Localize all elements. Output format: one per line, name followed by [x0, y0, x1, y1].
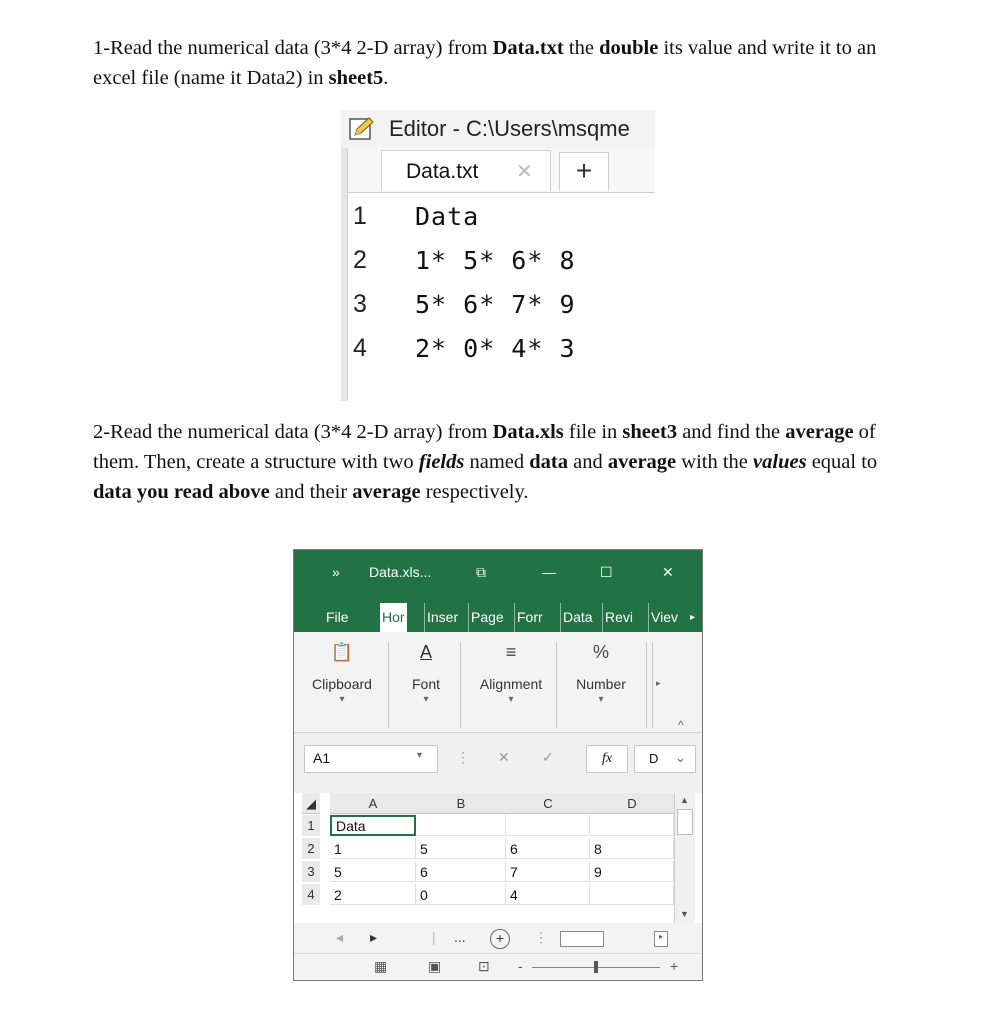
text-segment: of them. Then, create a structure with two — [93, 421, 876, 473]
text-segment: 1-Read the numerical data (3*4 2-D array) from — [93, 37, 493, 59]
scroll-right-icon[interactable]: ▸ — [654, 931, 668, 947]
align-icon: ≡ — [505, 642, 517, 662]
next-sheet-icon[interactable]: ▸ — [370, 929, 378, 945]
cancel-icon[interactable]: ✕ — [498, 749, 510, 765]
close-icon[interactable]: ✕ — [662, 564, 674, 580]
editor-screenshot — [341, 110, 655, 401]
editor-titlebar — [341, 110, 655, 149]
column-header[interactable]: D — [590, 793, 674, 814]
divider — [556, 642, 557, 728]
excel-screenshot — [293, 549, 703, 981]
code-line — [341, 284, 655, 326]
text-segment: respectively. — [420, 481, 529, 503]
chevron-down-icon: ▾ — [508, 694, 514, 705]
divider — [460, 642, 461, 728]
table-cell[interactable] — [416, 815, 506, 836]
table-cell[interactable]: 8 — [590, 838, 674, 859]
question-2-text — [93, 417, 913, 507]
chevron-down-icon: ▾ — [339, 694, 345, 705]
line-number: 3 — [353, 290, 367, 318]
page-break-icon[interactable]: ⊡ — [478, 958, 490, 974]
line-text: 1* 5* 6* 8 — [415, 246, 576, 275]
row-header[interactable]: 2 — [302, 838, 320, 859]
enter-icon[interactable]: ✓ — [542, 749, 554, 765]
zoom-out-button[interactable]: - — [518, 958, 523, 974]
column-header[interactable]: A — [330, 793, 416, 814]
tab-page[interactable]: Page — [468, 603, 506, 632]
divider — [388, 642, 389, 728]
group-number[interactable] — [564, 632, 638, 732]
expand-icon[interactable]: » — [332, 564, 340, 580]
excel-titlebar — [294, 550, 702, 595]
select-all-corner[interactable]: ◢ — [302, 793, 320, 814]
divider — [646, 642, 647, 728]
table-cell[interactable]: 9 — [590, 861, 674, 882]
table-cell[interactable]: 6 — [506, 838, 590, 859]
chevron-down-icon[interactable]: ▾ — [417, 750, 423, 761]
ribbon-more-icon[interactable]: ▸ — [656, 678, 661, 688]
table-cell[interactable]: 5 — [330, 861, 416, 882]
line-number: 1 — [353, 202, 367, 230]
column-header[interactable]: C — [506, 793, 590, 814]
insert-function-button[interactable]: fx — [586, 745, 628, 773]
collapse-ribbon-icon[interactable]: ^ — [678, 718, 684, 732]
percent-icon: % — [592, 642, 609, 662]
formula-input[interactable] — [634, 745, 696, 773]
group-label: Font — [411, 676, 440, 692]
formula-value: D — [649, 751, 659, 766]
zoom-in-button[interactable]: + — [670, 958, 679, 974]
font-color-icon: A — [419, 642, 432, 662]
scroll-thumb[interactable] — [677, 809, 693, 835]
table-cell[interactable]: 6 — [416, 861, 506, 882]
text-segment: . — [383, 67, 389, 89]
line-text: 5* 6* 7* 9 — [415, 290, 576, 319]
row-header[interactable]: 3 — [302, 861, 320, 882]
minimize-icon[interactable]: — — [542, 564, 556, 580]
tab-review[interactable]: Revi — [602, 603, 635, 632]
table-cell[interactable] — [506, 815, 590, 836]
text-segment: the — [563, 37, 600, 59]
text-segment: Data.xls — [492, 421, 564, 443]
new-tab-button[interactable]: + — [559, 152, 609, 191]
name-box-value: A1 — [313, 750, 331, 766]
code-line — [341, 240, 655, 282]
excel-title: Data.xls... — [369, 564, 432, 580]
column-header[interactable]: B — [416, 793, 506, 814]
table-cell[interactable]: 7 — [506, 861, 590, 882]
grip-icon: ⋮ — [534, 929, 548, 945]
edit-pencil-icon — [349, 116, 375, 142]
ribbon — [294, 632, 702, 733]
close-icon[interactable]: ✕ — [516, 161, 533, 183]
editor-title: Editor - C:\Users\msqme — [389, 116, 630, 141]
text-segment: file in — [563, 421, 623, 443]
editor-tab-row — [341, 148, 655, 193]
group-label: Alignment — [479, 676, 543, 692]
group-clipboard[interactable] — [302, 632, 382, 732]
code-line — [341, 196, 655, 238]
text-segment: data — [529, 451, 568, 473]
tab-home[interactable]: Hor — [380, 603, 407, 632]
tab-label: Data.txt — [406, 160, 479, 183]
line-number: 2 — [353, 246, 367, 274]
group-alignment[interactable] — [470, 632, 552, 732]
prev-sheet-icon[interactable]: ◂ — [336, 929, 344, 945]
spreadsheet-grid[interactable] — [294, 793, 702, 923]
tab-insert[interactable]: Inser — [424, 603, 460, 632]
page-layout-icon[interactable]: ▣ — [428, 958, 442, 974]
table-cell[interactable]: 2 — [330, 884, 416, 905]
chevron-down-icon: ▾ — [598, 694, 604, 705]
text-segment: fields — [418, 451, 465, 473]
grip-icon: ⋮ — [456, 749, 470, 765]
table-cell[interactable]: 5 — [416, 838, 506, 859]
tabs-more-icon[interactable]: ▸ — [690, 612, 696, 623]
divider: | — [432, 929, 436, 945]
normal-view-icon[interactable]: ▦ — [374, 958, 388, 974]
text-segment: named — [464, 451, 530, 473]
group-font[interactable] — [398, 632, 454, 732]
text-segment: equal to — [806, 451, 878, 473]
name-box[interactable] — [304, 745, 438, 773]
zoom-slider-thumb[interactable] — [594, 961, 598, 973]
scroll-up-icon[interactable]: ▲ — [680, 795, 689, 805]
text-segment: its value and write it to an excel file (name it Data2) in — [93, 37, 877, 89]
text-segment: 2-Read the numerical data (3*4 2-D array) from — [93, 421, 493, 443]
more-sheets-icon[interactable]: ... — [454, 929, 466, 945]
question-1-text — [93, 33, 913, 93]
restore-ribbon-icon[interactable]: ⧉ — [476, 564, 486, 580]
line-number: 4 — [353, 334, 367, 362]
table-cell[interactable]: 4 — [506, 884, 590, 905]
add-sheet-button[interactable]: + — [490, 929, 510, 949]
text-segment: average — [785, 421, 854, 443]
tab-file[interactable]: File — [326, 609, 349, 625]
text-segment: values — [753, 451, 807, 473]
maximize-icon[interactable]: ☐ — [600, 564, 613, 580]
text-segment: data you read above — [93, 481, 270, 503]
sheet-tab-bar — [294, 923, 702, 953]
formula-bar — [294, 733, 702, 793]
text-segment: sheet5 — [328, 67, 384, 89]
scroll-down-icon[interactable]: ▼ — [680, 909, 689, 919]
line-text: Data — [415, 202, 480, 231]
table-cell[interactable]: Data — [330, 815, 416, 836]
line-text: 2* 0* 4* 3 — [415, 334, 576, 363]
tab-data-txt[interactable] — [381, 150, 551, 191]
ribbon-tabs — [294, 595, 702, 632]
table-cell[interactable] — [590, 815, 674, 836]
chevron-down-icon[interactable]: ⌄ — [675, 750, 686, 765]
text-segment: and — [568, 451, 608, 473]
tab-view[interactable]: Viev — [648, 603, 680, 632]
table-cell[interactable]: 0 — [416, 884, 506, 905]
tab-formulas[interactable]: Forr — [514, 603, 545, 632]
group-label: Clipboard — [312, 676, 372, 692]
text-segment: with the — [676, 451, 754, 473]
text-segment: average — [607, 451, 677, 473]
text-segment: sheet3 — [622, 421, 678, 443]
text-segment: Data.txt — [492, 37, 564, 59]
row-header[interactable]: 4 — [302, 884, 320, 905]
text-segment: and find the — [677, 421, 786, 443]
table-cell[interactable]: 1 — [330, 838, 416, 859]
text-segment: average — [352, 481, 421, 503]
clipboard-icon: 📋 — [330, 642, 354, 662]
vertical-scrollbar[interactable] — [674, 793, 695, 923]
status-bar — [294, 953, 702, 981]
horizontal-scrollbar[interactable] — [560, 931, 604, 947]
row-header[interactable]: 1 — [302, 815, 320, 836]
chevron-down-icon: ▾ — [423, 694, 429, 705]
tab-data[interactable]: Data — [560, 603, 595, 632]
divider — [652, 642, 653, 728]
group-label: Number — [576, 676, 626, 692]
table-cell[interactable] — [590, 884, 674, 905]
code-line — [341, 328, 655, 370]
text-segment: and their — [269, 481, 353, 503]
text-segment: double — [599, 37, 659, 59]
